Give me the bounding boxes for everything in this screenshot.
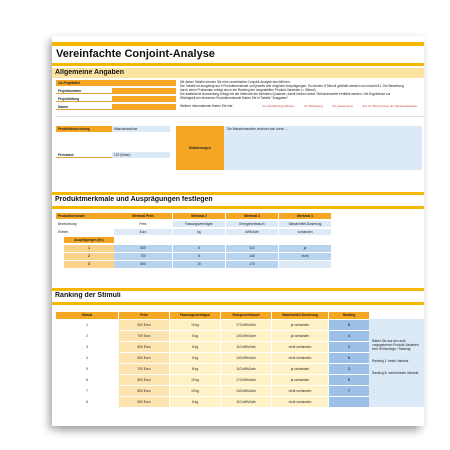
level-cell[interactable]: 110 <box>226 245 278 252</box>
ranking-note-line: Ranking 1: beste Variante <box>372 359 409 363</box>
preis-cell: 800 Euro <box>119 375 169 385</box>
ranking-header-fassung: Fassungsvermögen <box>170 312 220 319</box>
field-projektnummer-label: Projektnummer <box>56 88 112 94</box>
preis-cell: 700 Euro <box>119 331 169 341</box>
features-heading: Produktmerkmale und Ausprägungen festlegen <box>55 196 213 203</box>
ranking-cell[interactable]: 4 <box>329 331 369 341</box>
ranking-cell[interactable]: 5 <box>329 375 369 385</box>
ranking-header-energie: Energieverbrauch <box>221 312 271 319</box>
level-cell[interactable]: nicht <box>279 253 331 260</box>
field-projektleitung-label: Projektleitung <box>56 96 112 102</box>
level-cell[interactable]: 140 <box>226 253 278 260</box>
dosierung-cell: nicht vorhanden <box>272 386 328 396</box>
dosierung-cell: nicht vorhanden <box>272 342 328 352</box>
preis-cell: 600 Euro <box>119 320 169 330</box>
stimulus-number: 2 <box>86 334 88 338</box>
description-line-3: durch einen Probanden erfolgt durch ein Ranking der vorgestellten Produkt-Varianten (= Stimuli). <box>180 88 317 92</box>
dosierung-cell: nicht vorhanden <box>272 353 328 363</box>
preisband-label: Preisband <box>56 152 112 158</box>
ranking-cell[interactable]: 1 <box>329 342 369 352</box>
stimulus-number: 8 <box>86 400 88 404</box>
erlaeuterungen-textarea[interactable]: Die Waschmaschine zeichnet sich durch ... <box>224 126 422 170</box>
preis-cell: 800 Euro <box>119 342 169 352</box>
description-line-5: Wichtigkeit der einzelnen Produktmerkmale finden Sie in Tabelle "Ausgaben". <box>180 96 290 100</box>
level-cell[interactable]: 700 <box>114 253 172 260</box>
fassung-cell: 10 kg <box>170 386 220 396</box>
preis-cell: 600 Euro <box>119 386 169 396</box>
fassung-cell: 10 kg <box>170 375 220 385</box>
level-cell[interactable]: 170 <box>226 261 278 268</box>
level-cell[interactable]: 600 <box>114 245 172 252</box>
ranking-heading-underline <box>52 302 424 305</box>
energie-cell: 110 kWh/Jahr <box>221 364 271 374</box>
field-projektleitung-input[interactable] <box>112 96 176 102</box>
level-nr: 2 <box>64 253 114 260</box>
description-line-1: Mit dieser Tabelle können Sie eine vereinfachte Conjoint-Analyse durchführen. <box>180 80 291 84</box>
link-einfuehrung[interactable]: zum Einführungs-Beispi... <box>262 104 297 108</box>
einheit-cell[interactable]: vorhanden <box>279 229 331 235</box>
dosierung-cell: ja vorhanden <box>272 320 328 330</box>
general-heading: Allgemeine Angaben <box>55 69 124 76</box>
link-merkmalsanteile[interactable]: und zur Berechnung der Merkmalsanteile <box>362 104 417 108</box>
ranking-cell[interactable]: 8 <box>329 320 369 330</box>
title-band <box>52 42 424 46</box>
ranking-notes-panel <box>369 319 424 407</box>
divider-line <box>56 116 424 117</box>
fassung-cell: 8 kg <box>170 364 220 374</box>
features-col-header: Produktmerkmale <box>56 213 114 219</box>
stimulus-number: 7 <box>86 389 88 393</box>
dosierung-cell: ja vorhanden <box>272 375 328 385</box>
field-projektnummer-input[interactable] <box>112 88 176 94</box>
level-cell[interactable]: 10 <box>173 261 225 268</box>
ranking-note-line: Ranking 8: schlechteste Variante <box>372 371 419 375</box>
ranking-cell[interactable]: 6 <box>329 353 369 363</box>
stimulus-number: 3 <box>86 345 88 349</box>
einheit-label: Einheit <box>58 230 68 234</box>
stimulus-number: 1 <box>86 323 88 327</box>
einheit-cell[interactable]: kg <box>173 229 225 235</box>
stimulus-number: 4 <box>86 356 88 360</box>
level-nr: 3 <box>64 261 114 268</box>
link-auswertung[interactable]: zur Auswertung <box>332 104 353 108</box>
page-title: Vereinfachte Conjoint-Analyse <box>56 48 215 60</box>
preis-cell: 600 Euro <box>119 397 169 407</box>
more-info-text: Weitere Informationen finden Sie hier: <box>180 104 234 108</box>
bezeichnung-cell[interactable]: Preis <box>139 222 147 226</box>
feature-header-4: Merkmal 4 <box>279 213 331 219</box>
auspraegungen-label: Ausprägungen (Nr.) <box>64 237 114 243</box>
fassung-cell: 6 kg <box>170 353 220 363</box>
bezeichnung-cell[interactable]: Energieverbrauch <box>226 221 278 227</box>
einheit-cell[interactable]: Euro <box>114 229 172 235</box>
level-cell[interactable] <box>279 261 331 268</box>
level-nr: 1 <box>64 245 114 252</box>
einheit-cell[interactable]: kWh/Jahr <box>226 229 278 235</box>
features-heading-band <box>52 192 424 195</box>
bezeichnung-cell[interactable]: Waschmittel-Dosierung <box>279 221 331 227</box>
energie-cell: 110 kWh/Jahr <box>221 397 271 407</box>
dosierung-cell: ja vorhanden <box>272 331 328 341</box>
ranking-note-line: vorgegebenen Produkt-Varianten <box>372 343 419 347</box>
page-shadow <box>60 426 416 440</box>
dosierung-cell: nicht vorhanden <box>272 397 328 407</box>
feature-header-2: Merkmal 2 <box>173 213 225 219</box>
feature-header-3: Merkmal 3 <box>226 213 278 219</box>
title-underline <box>52 63 424 66</box>
ranking-heading-band <box>52 288 424 291</box>
features-heading-underline <box>52 206 424 209</box>
field-datum-input[interactable] <box>112 104 176 110</box>
ranking-cell[interactable]: 7 <box>329 386 369 396</box>
fassung-cell: 6 kg <box>170 397 220 407</box>
description-line-2: Die Tabelle ist ausgelegt auf 4 Produktmerkmale und jeweils drei mögliche Ausprägungen. Es können 8 Stimuli gebildet werden von insomit 81. Die Bewertung <box>180 84 404 88</box>
level-cell[interactable]: 800 <box>114 261 172 268</box>
ranking-note-line: eine Reihenfolge / Ranking: <box>372 347 412 351</box>
ranking-header-stimuli: Stimuli <box>56 312 118 319</box>
description-line-4: Die statistische Auswertung erfolgt mit der Methode der kleinsten Quadrate, damit können keine Teilnutzenwerte ermittelt werden. Die Ergebnisse zur <box>180 92 391 96</box>
produktbezeichnung-label: Produktbezeichnung <box>56 126 112 132</box>
ranking-cell[interactable]: 3 <box>329 364 369 374</box>
level-cell[interactable]: 8 <box>173 253 225 260</box>
link-befragung[interactable]: zur Befragung <box>304 104 323 108</box>
feature-header-1: Merkmal Preis <box>114 213 172 219</box>
ranking-note-line: Bilden Sie aus den acht <box>372 339 406 343</box>
bezeichnung-label: Bezeichnung <box>58 222 77 226</box>
field-projekttitel-label: CA-Projekttitel <box>56 80 112 86</box>
dosierung-cell: ja vorhanden <box>272 364 328 374</box>
bezeichnung-cell[interactable]: Fassungsvermögen <box>173 221 225 227</box>
energie-cell: 110 kWh/Jahr <box>221 342 271 352</box>
energie-cell: 140 kWh/Jahr <box>221 331 271 341</box>
erlaeuterungen-label: Erläuterungen <box>176 126 224 170</box>
ranking-header-preis: Preis <box>119 312 169 319</box>
stimulus-number: 5 <box>86 367 88 371</box>
field-datum-label: Datum <box>56 104 112 110</box>
level-cell[interactable]: 6 <box>173 245 225 252</box>
level-cell[interactable]: ja <box>279 245 331 252</box>
ranking-cell[interactable] <box>329 397 369 407</box>
fassung-cell: 10 kg <box>170 320 220 330</box>
ranking-header-ranking: Ranking <box>329 312 369 319</box>
ranking-header-dosierung: Waschmittel-Dosierung <box>272 312 328 319</box>
preis-cell: 700 Euro <box>119 364 169 374</box>
field-projekttitel-input[interactable] <box>112 80 176 86</box>
fassung-cell: 6 kg <box>170 331 220 341</box>
energie-cell: 170 kWh/Jahr <box>221 375 271 385</box>
energie-cell: 140 kWh/Jahr <box>221 386 271 396</box>
spreadsheet-page <box>52 36 424 426</box>
energie-cell: 170 kWh/Jahr <box>221 320 271 330</box>
produktbezeichnung-input[interactable]: Waschmaschine <box>112 126 170 132</box>
preis-cell: 600 Euro <box>119 353 169 363</box>
ranking-heading: Ranking der Stimuli <box>55 292 121 299</box>
preisband-input[interactable]: 123 (Mater) <box>112 152 170 158</box>
stimulus-number: 6 <box>86 378 88 382</box>
fassung-cell: 6 kg <box>170 342 220 352</box>
energie-cell: 140 kWh/Jahr <box>221 353 271 363</box>
